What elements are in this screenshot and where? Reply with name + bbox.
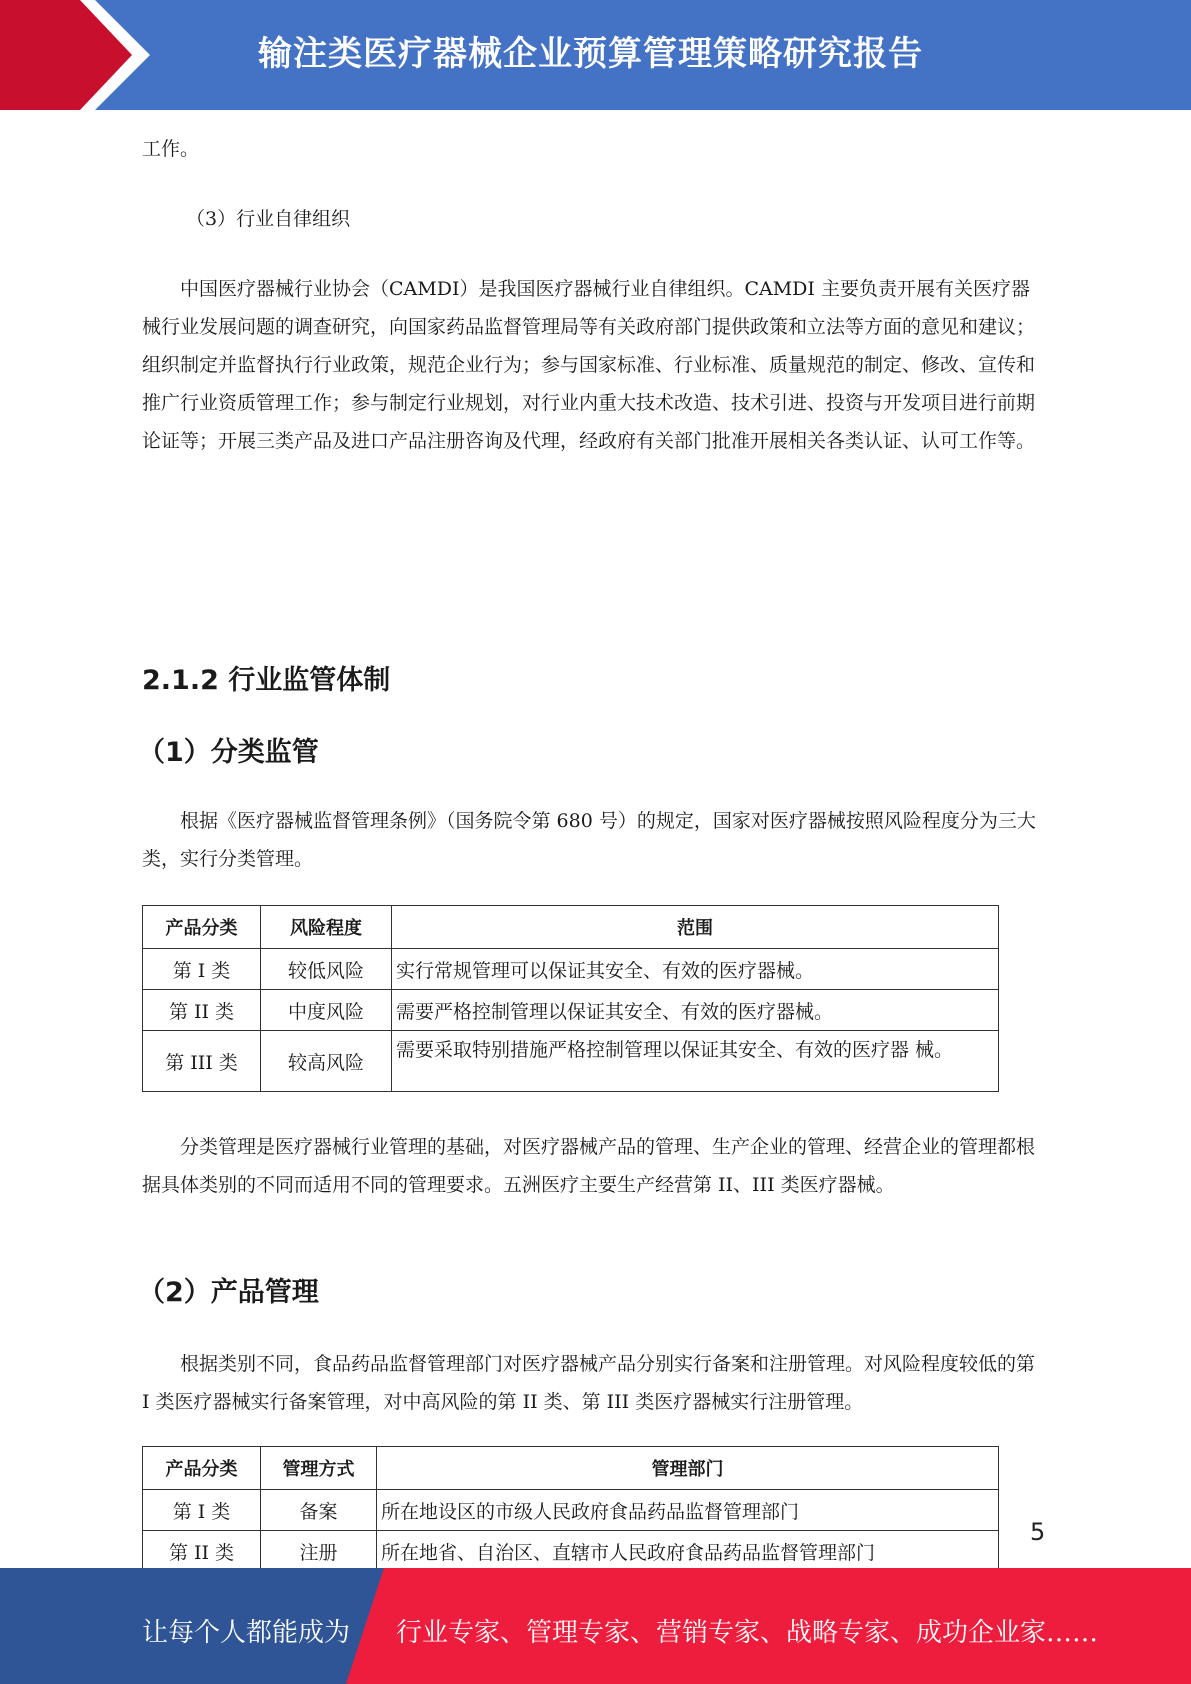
page-footer — [0, 1568, 1191, 1684]
table-row — [143, 1031, 999, 1092]
table-header-cell: 管理方式 — [261, 1447, 377, 1490]
table-cell: 第 I 类 — [143, 1490, 261, 1531]
page-number: 5 — [1030, 1518, 1046, 1546]
footer-slogan-right: 行业专家、管理专家、营销专家、战略专家、成功企业家…… — [396, 1618, 1099, 1648]
subsection-heading-product: （2）产品管理 — [138, 1277, 319, 1308]
table-row — [143, 1531, 999, 1572]
table-cell: 需要采取特别措施严格控制管理以保证其安全、有效的医疗器 械。 — [392, 1031, 999, 1092]
table-header-cell: 范围 — [392, 906, 999, 949]
table-cell: 第 II 类 — [143, 990, 261, 1031]
report-title: 输注类医疗器械企业预算管理策略研究报告 — [258, 34, 923, 74]
table-cell: 所在地省、自治区、直辖市人民政府食品药品监督管理部门 — [377, 1531, 999, 1572]
table-cell: 较高风险 — [261, 1031, 392, 1092]
table-cell: 较低风险 — [261, 949, 392, 990]
paragraph-product-management: 根据类别不同，食品药品监督管理部门对医疗器械产品分别实行备案和注册管理。对风险程度较低的第 I 类医疗器械实行备案管理，对中高风险的第 II 类、第 III 类医疗器械实行注册管理。 — [142, 1353, 1036, 1413]
table-cell: 第 III 类 — [143, 1031, 261, 1092]
table-row — [143, 990, 999, 1031]
table-header-cell: 产品分类 — [143, 1447, 261, 1490]
table-cell: 第 I 类 — [143, 949, 261, 990]
table-row — [143, 1490, 999, 1531]
subsection-label: （3）行业自律组织 — [186, 208, 351, 230]
table-row — [143, 949, 999, 990]
table-header-cell: 风险程度 — [261, 906, 392, 949]
table-cell: 备案 — [261, 1490, 377, 1531]
table-cell: 中度风险 — [261, 990, 392, 1031]
table-header-cell: 管理部门 — [377, 1447, 999, 1490]
section-heading: 2.1.2 行业监管体制 — [142, 665, 391, 696]
paragraph-continuation: 工作。 — [142, 138, 200, 160]
paragraph-classification: 根据《医疗器械监督管理条例》（国务院令第 680 号）的规定，国家对医疗器械按照风险程度分为三大类，实行分类管理。 — [142, 810, 1036, 870]
table-cell: 注册 — [261, 1531, 377, 1572]
table-cell: 需要严格控制管理以保证其安全、有效的医疗器械。 — [392, 990, 999, 1031]
table-header-row — [143, 1447, 999, 1490]
footer-slogan-left: 让每个人都能成为 — [142, 1618, 351, 1648]
table-header-row — [143, 906, 999, 949]
table-cell: 第 II 类 — [143, 1531, 261, 1572]
page-header — [0, 0, 1191, 110]
table-cell: 实行常规管理可以保证其安全、有效的医疗器械。 — [392, 949, 999, 990]
table-header-cell: 产品分类 — [143, 906, 261, 949]
subsection-heading-classification: （1）分类监管 — [138, 737, 319, 768]
table-cell: 所在地设区的市级人民政府食品药品监督管理部门 — [377, 1490, 999, 1531]
paragraph-camdi: 中国医疗器械行业协会（CAMDI）是我国医疗器械行业自律组织。CAMDI 主要负责开展有关医疗器械行业发展问题的调查研究，向国家药品监督管理局等有关政府部门提供政策和立法等方面的意见和建议；组织制定并监督执行行业政策，规范企业行为；参与国家标准、行业标准、质量规范的制定、修改、宣传和推广行业资质管理工作；参与制定行业规划，对行业内重大技术改造、技术引进、投资与开发项目进行前期论证等；开展三类产品及进口产品注册咨询及代理，经政府有关部门批准开展相关各类认证、认可工作等。 — [142, 278, 1036, 452]
risk-classification-table — [142, 905, 999, 1092]
paragraph-classification-management: 分类管理是医疗器械行业管理的基础，对医疗器械产品的管理、生产企业的管理、经营企业的管理都根据具体类别的不同而适用不同的管理要求。五洲医疗主要生产经营第 II、III 类医疗器械。 — [142, 1136, 1036, 1196]
